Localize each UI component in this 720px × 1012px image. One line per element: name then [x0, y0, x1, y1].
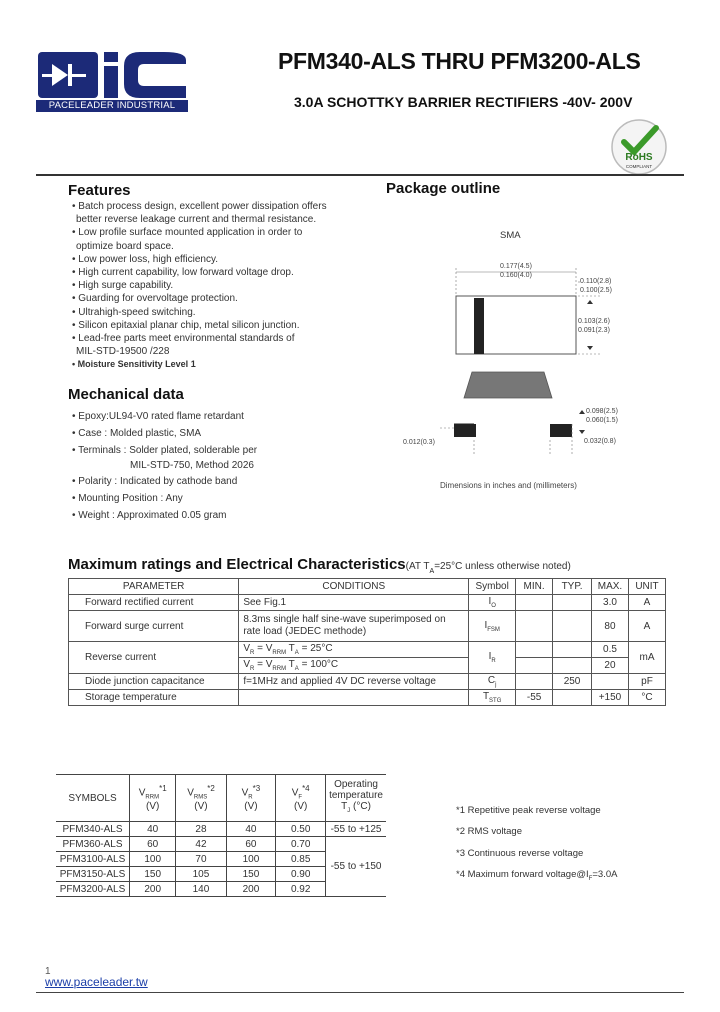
list-item: • High current capability, low forward voltage drop.: [72, 267, 294, 279]
footer-divider: [36, 992, 684, 993]
list-item: better reverse leakage current and thermal resistance.: [76, 214, 317, 226]
list-item: • Polarity : Indicated by cathode band: [72, 476, 238, 487]
footnote-2: *2 RMS voltage: [456, 826, 523, 837]
list-item: • Lead-free parts meet environmental standards of: [72, 333, 295, 345]
table-row: Storage temperature $T_{STG}$ -55 +150 °C: [69, 690, 666, 706]
package-caption: Dimensions in inches and (millimeters): [440, 481, 577, 490]
page-number: 1: [45, 966, 51, 977]
table-row: Forward rectified current See Fig.1 $I_O$ 3.0 A: [69, 595, 666, 611]
list-item: • Low power loss, high efficiency.: [72, 253, 218, 265]
col-max: MAX.: [592, 579, 629, 595]
col-min: MIN.: [516, 579, 553, 595]
page-subtitle: 3.0A SCHOTTKY BARRIER RECTIFIERS -40V- 200V: [294, 94, 633, 110]
mechanical-list: [72, 408, 257, 524]
col-symbols: SYMBOLS: [56, 775, 130, 822]
ratings-note-sub: A: [429, 568, 435, 576]
features-list: [72, 200, 327, 372]
footnote-4: *4 Maximum forward $voltage@I_F=3.0A$: [456, 869, 618, 882]
logo-company-name: PACELEADER INDUSTRIAL: [36, 100, 188, 112]
ratings-note-rest: =25°C unless otherwise noted): [434, 561, 571, 572]
mechanical-heading: Mechanical data: [68, 386, 184, 403]
header-divider: [36, 174, 684, 176]
features-heading: Features: [68, 182, 131, 199]
list-item: • Weight : Approximated 0.05 gram: [72, 510, 227, 521]
list-item: • Epoxy:UL94-V0 rated flame retardant: [72, 411, 244, 422]
dim-e: 0.103(2.6): [578, 318, 610, 325]
col-typ: TYP.: [553, 579, 592, 595]
symbols-table: SYMBOLS $V_{RRM}^{*1}$ (V) $V_{RMS}^{*2}$ (V) $V_R^{*3}$ (V) $V_F^{*4}$ (V) Operating temperature $T_J$ (°C) PFM340-ALS 40 28 40 0.50 -55 to +125 PFM360-ALS 60 42 60 0.70 -55 to +150 PFM3100-ALS 100 70 100 0.85 PFM3150-ALS 150 105 150 0.90 PFM3200-ALS 200 140 200 0.92: [56, 774, 386, 897]
table-row: Forward surge current 8.3ms single half sine-wave superimposed on rate load (JEDEC methode) $I_{FSM}$ 80 A: [69, 611, 666, 642]
dim-c: 0.110(2.8): [580, 278, 612, 285]
list-item: • Batch process design, excellent power dissipation offers: [72, 201, 327, 212]
list-item: • Low profile surface mounted application in order to: [72, 227, 303, 239]
package-heading: Package outline: [386, 180, 501, 197]
ratings-note: (AT T: [405, 561, 430, 572]
table-row: PFM3200-ALS 200 140 200 0.92: [56, 882, 386, 897]
list-item: • Terminals : Solder plated, solderable per: [72, 445, 258, 456]
page-title: PFM340-ALS THRU PFM3200-ALS: [278, 48, 641, 74]
footnote-1: *1 Repetitive peak reverse voltage: [456, 805, 601, 816]
dim-d: 0.100(2.5): [580, 287, 612, 294]
list-item: MIL-STD-750, Method 2026: [130, 460, 254, 471]
ratings-heading: Maximum ratings and Electrical Characteristics: [68, 556, 406, 573]
dim-b: 0.160(4.0): [500, 272, 532, 279]
list-item: • Ultrahigh-speed switching.: [72, 306, 196, 318]
rohs-badge: [610, 118, 668, 176]
list-item: • Silicon epitaxial planar chip, metal silicon junction.: [72, 319, 300, 331]
col-conditions: CONDITIONS: [239, 579, 469, 595]
list-item: • High surge capability.: [72, 280, 174, 292]
list-item: MIL-STD-19500 /228: [76, 346, 170, 358]
table-row: PFM360-ALS 60 42 60 0.70 -55 to +150: [56, 837, 386, 852]
col-unit: UNIT: [628, 579, 665, 595]
table-row: Reverse current $V_R = V_{RRM}$ $T_A = 25^\circ C$ $I_R$ 0.5 mA: [69, 642, 666, 658]
table-row: PFM3100-ALS 100 70 100 0.85: [56, 852, 386, 867]
list-item: • Moisture Sensitivity Level 1: [72, 359, 196, 370]
footnote-3: *3 Continuous reverse voltage: [456, 848, 584, 859]
dim-i: 0.012(0.3): [403, 439, 435, 446]
list-item: • Mounting Position : Any: [72, 493, 183, 504]
dim-f: 0.091(2.3): [578, 327, 610, 334]
package-type: SMA: [500, 230, 521, 241]
col-symbol: Symbol: [469, 579, 516, 595]
package-drawing: [430, 260, 670, 470]
list-item: • Case : Molded plastic, SMA: [72, 428, 202, 439]
dim-a: 0.177(4.5): [500, 263, 532, 270]
dim-j: 0.032(0.8): [584, 438, 616, 445]
table-row: Diode junction capacitance f=1MHz and applied 4V DC reverse voltage $C_j$ 250 pF: [69, 674, 666, 690]
ratings-table: [68, 578, 666, 706]
rohs-sub-label: COMPLIANT: [625, 164, 653, 169]
dim-h: 0.060(1.5): [586, 417, 618, 424]
col-parameter: PARAMETER: [69, 579, 239, 595]
ratings-heading-line: [68, 556, 571, 575]
rohs-label: RoHS: [625, 152, 653, 163]
list-item: optimize board space.: [76, 240, 174, 252]
dim-g: 0.098(2.5): [586, 408, 618, 415]
table-row: PFM3150-ALS 150 105 150 0.90: [56, 867, 386, 882]
table-row: $V_R = V_{RRM}$ $T_A = 100^\circ C$ 20: [69, 658, 666, 674]
website-link[interactable]: www.paceleader.tw: [45, 975, 148, 989]
table-row: PFM340-ALS 40 28 40 0.50 -55 to +125: [56, 822, 386, 837]
list-item: • Guarding for overvoltage protection.: [72, 293, 238, 305]
